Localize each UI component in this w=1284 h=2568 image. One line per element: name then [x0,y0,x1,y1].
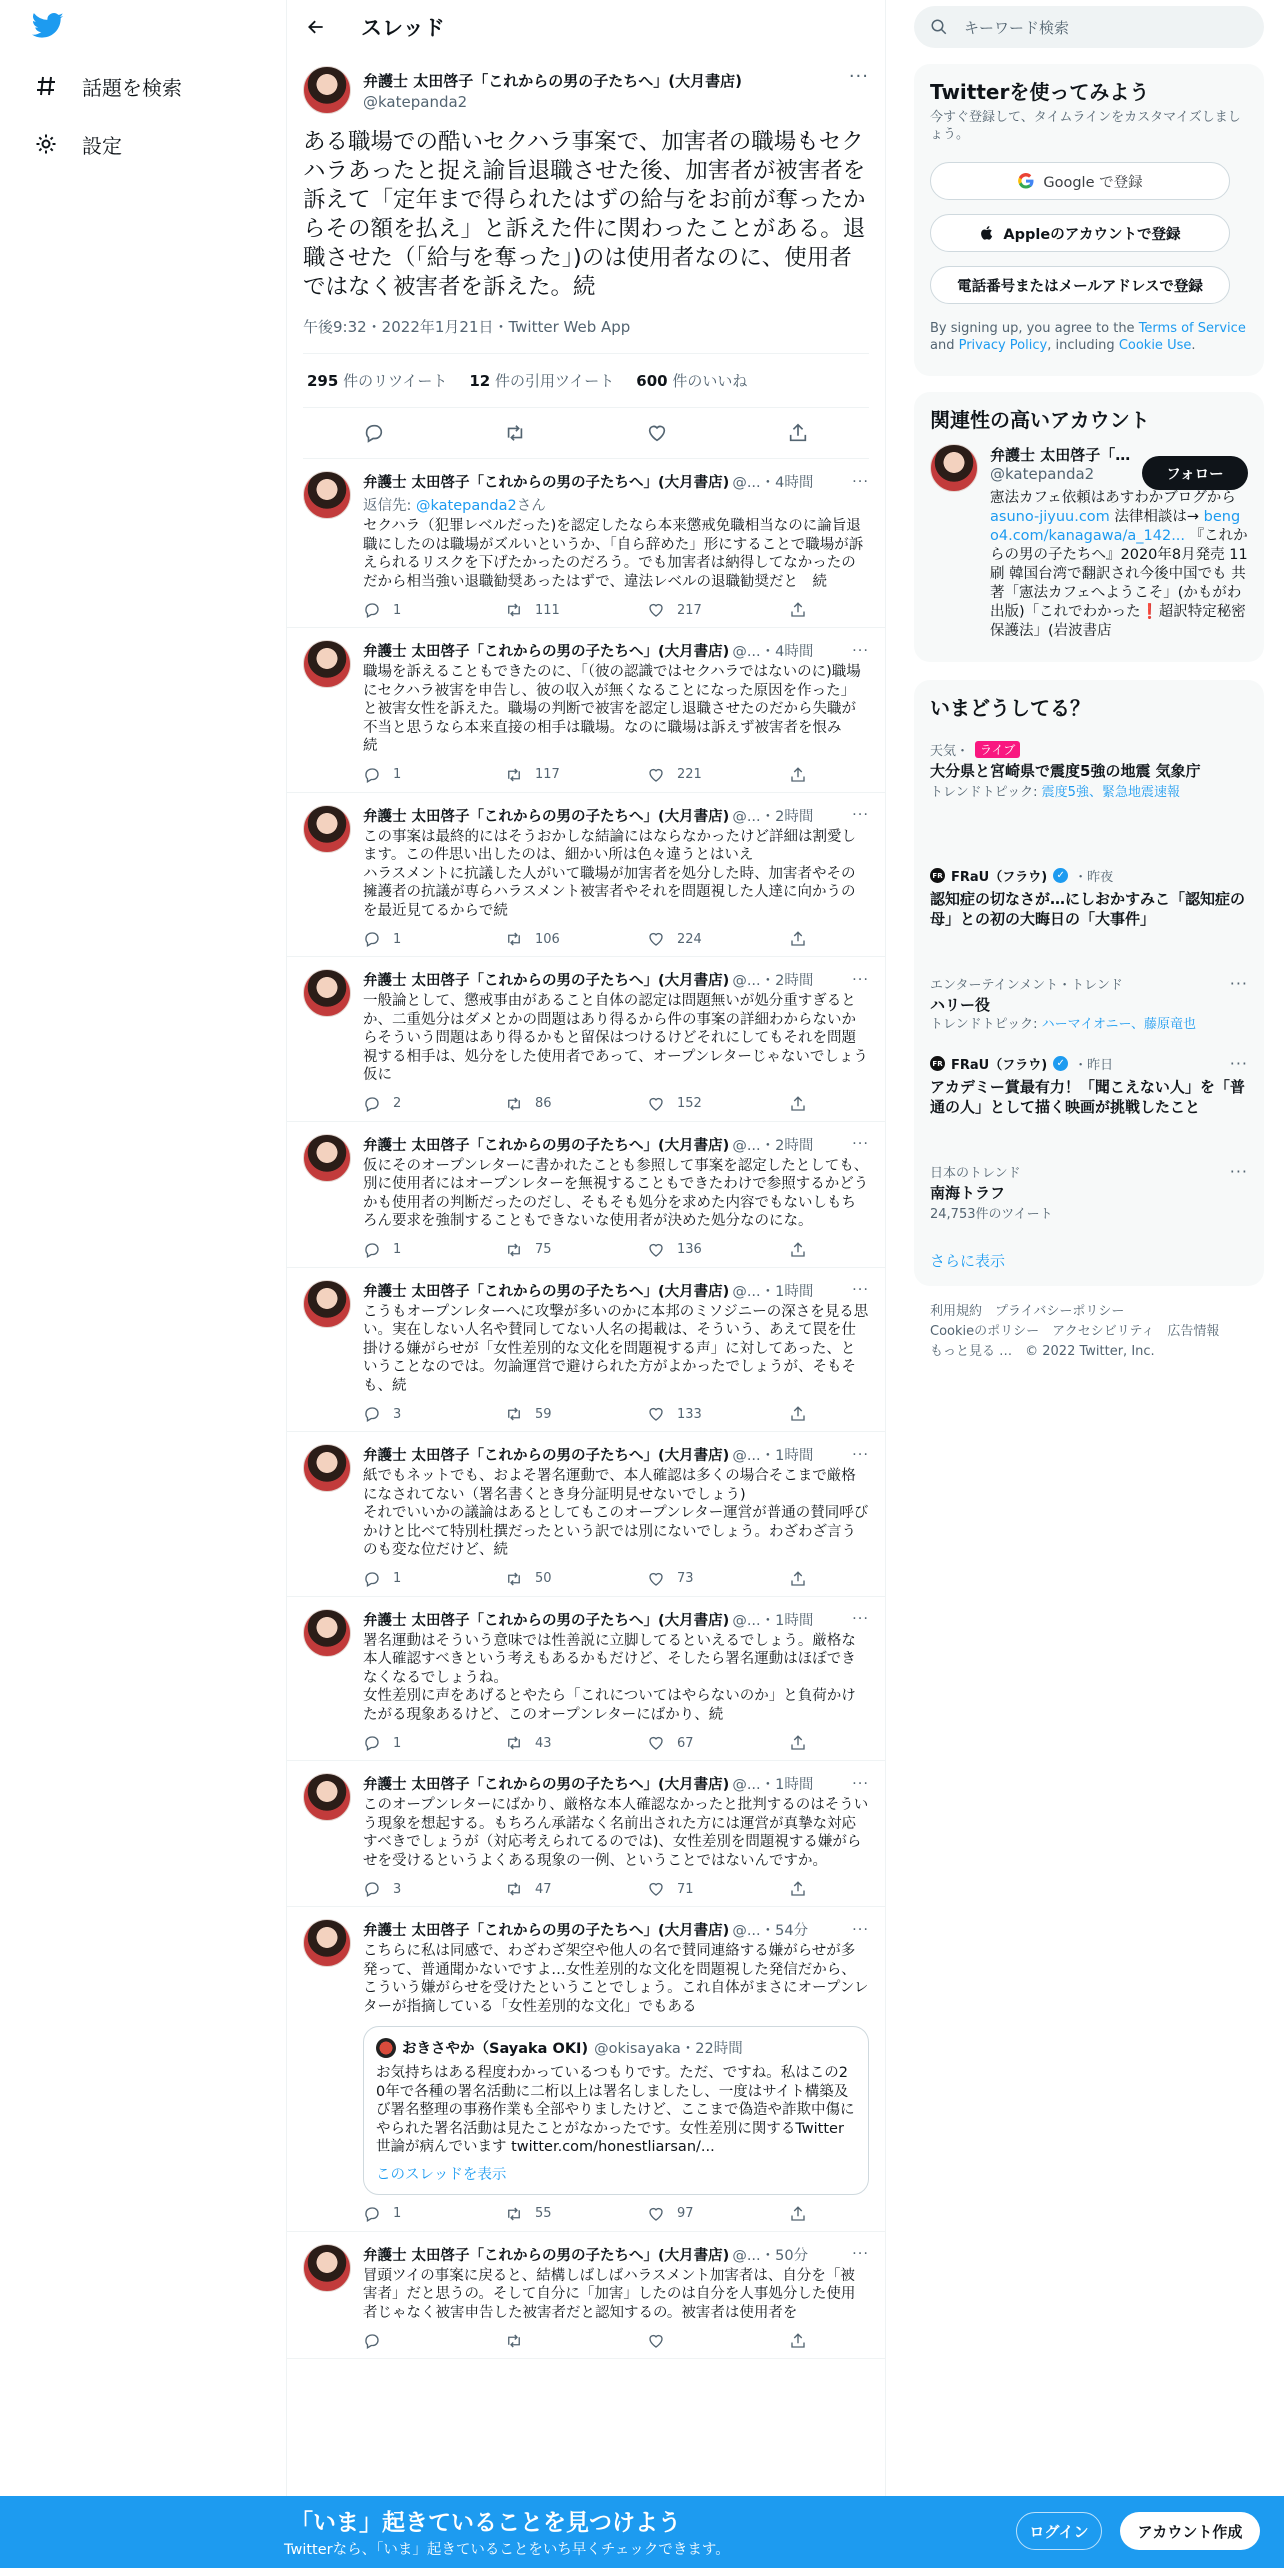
share-icon [789,930,807,948]
share-button[interactable] [789,601,809,619]
author-name[interactable]: 弁護士 太田啓子「これからの男の子たちへ」(大月書店) [363,1923,730,1939]
like-button[interactable]: 152 [647,1095,727,1113]
heart-icon [647,766,665,784]
google-icon [1017,172,1035,190]
share-button[interactable] [789,1880,809,1898]
avatar[interactable] [303,1280,351,1328]
author-handle[interactable]: @katepanda2 [363,93,468,111]
verified-badge-icon: ✓ [1053,1056,1068,1071]
share-icon [789,1241,807,1259]
avatar[interactable] [303,640,351,688]
avatar[interactable] [303,1919,351,1967]
tweet-actions [363,930,869,948]
quote-count[interactable]: 12 件の引用ツイート [469,372,615,390]
heart-icon [647,1570,665,1588]
tweet-actions [363,2332,869,2350]
apple-icon [979,224,995,242]
avatar[interactable] [930,444,978,492]
retweet-button[interactable]: 47 [505,1880,585,1898]
quoted-tweet[interactable] [363,2026,869,2195]
show-more-link[interactable]: さらに表示 [930,1252,1006,1270]
quoted-meta: @okisayaka・22時間 [594,2041,743,2057]
reply-icon [363,930,381,948]
avatar[interactable] [303,1609,351,1657]
share-icon [789,1570,807,1588]
bio-link[interactable]: asuno-jiyuu.com [990,509,1110,525]
tweet-stats [303,354,869,408]
like-count[interactable]: 600 件のいいね [636,372,748,390]
phone-email-signup-button[interactable]: 電話番号またはメールアドレスで登録 [930,266,1230,304]
reply-tweet[interactable] [287,1907,885,2232]
banner-title: 「いま」起きていることを見つけよう [290,2510,681,2536]
retweet-icon [505,1570,523,1588]
signup-card [914,64,1264,376]
heart-icon [647,1405,665,1423]
tweet-text: 紙でもネットでも、およそ署名運動で、本人確認は多くの場合そこまで厳格になされてない（署名書くとき身分証明見せないでしょう) それでいいかの議論はあるとしてもこのオープンレター運営が普通の賛同呼びかけと比べて特別杜撰だったという訳では別にないでしょう。わざわざ言うのも変な位だけど、続 [363,1468,869,1558]
retweet-icon [505,766,523,784]
author-name[interactable]: 弁護士 太田啓子「これからの男の子たちへ」(大月書店) [363,72,742,90]
related-title: 関連性の高いアカウント [930,408,1150,432]
retweet-icon [505,1880,523,1898]
avatar[interactable] [303,1773,351,1821]
footer-line[interactable]: 利用規約 プライバシーポリシー [930,1304,1125,1319]
author-name[interactable]: 弁護士 太田啓子「これからの男の子たちへ」(大月書店) [363,475,730,491]
reply-tweet[interactable] [287,2232,885,2360]
trend-title: ハリー役 [930,996,991,1014]
retweet-icon [505,601,523,619]
tweet-actions [363,1241,869,1259]
reply-to: 返信先: @katepanda2さん [363,498,546,514]
more-icon[interactable]: ··· [852,1611,869,1627]
trend-topics: トレンドトピック: 震度5強、緊急地震速報 [930,785,1180,800]
avatar[interactable] [303,2244,351,2292]
retweet-button[interactable]: 59 [505,1405,585,1423]
tweet-meta[interactable]: @...・54分 [732,1923,809,1939]
related-bio: 憲法カフェ依頼はあすわかブログから asuno-jiyuu.com 法律相談は→ bengo4.com/kanagawa/a_142... 『これからの男の子たちへ』2020年8月発売 11刷 韓国台湾で翻訳され今後中国でも 共著「憲法カフェへようこそ」(かもがわ出版)「これでわかった❗超訳特定秘密保護法」(岩波書店 [990,490,1248,639]
reply-tweet[interactable] [287,1761,885,1907]
left-nav [0,0,285,2568]
reply-icon [363,1095,381,1113]
google-signup-button[interactable]: Google で登録 [930,162,1230,200]
page-title: スレッド [361,16,445,40]
trend-item[interactable]: 日本のトレンド 南海トラフ 24,753件のツイート ··· [930,1162,1248,1222]
reply-button[interactable]: 2 [363,1095,443,1113]
like-button[interactable]: 136 [647,1241,727,1259]
tweet-text: セクハラ（犯罪レベルだった)を認定したなら本来懲戒免職相当なのに論旨退職にしたのは職場がズルいというか、「自ら辞めた」形にすることで職場が訴えられるリスクを下げたかったのだろう。でも加害者は納得してなかったのだから相当強い退職勧奨あったはずで、違法レベルの退職勧奨だと 続 [363,518,864,590]
heart-icon[interactable] [644,420,670,446]
tweet-actions [363,1570,869,1588]
tweet-text: 冒頭ツイの事案に戻ると、結構しばしばハラスメント加害者は、自分を「被害者」だと思うの。そして自分に「加害」したのは自分を人事処分した使用者じゃなく被害申告した被害者だと認知するの。被害者は使用者を [363,2267,856,2321]
trend-title: 認知症の切なさが…にしおかすみこ「認知症の母」との初の大晦日の「大事件」 [930,890,1246,928]
frau-logo-icon: FR [930,1056,945,1071]
reply-tweet[interactable] [287,1268,885,1433]
share-icon [789,1880,807,1898]
share-button[interactable] [789,2332,809,2350]
share-button[interactable] [789,1405,809,1423]
reply-button[interactable]: 3 [363,1405,443,1423]
tweet-text: 職場を訴えることもできたのに、「（彼の認識ではセクハラではないのに)職場にセクハラ被害を申告し、彼の収入が無くなることになった原因を作った」と被害女性を訴えた。職場の判断で被害を認定し退職させたのだから失職が不当と思うなら本来直接の相手は職場。なのに職場は訴えず被害者を恨み 続 [363,664,861,754]
retweet-button[interactable]: 75 [505,1241,585,1259]
tweet-text: このオープンレターにばかり、厳格な本人確認なかったと批判するのはそういう現象を想起する。もちろん承諾なく名前出された方には運営が真摯な対応すべきでしょうが（対応考えられてるのでは)、女性差別を問題視する嫌がらせを受けるというよくある現象の一例、ということではないんですか。 [363,1797,869,1869]
share-icon [789,2332,807,2350]
terms-notice: By signing up, you agree to the Terms of Service and Privacy Policy, including Cookie Use. [930,321,1246,353]
follow-button[interactable]: フォロー [1142,456,1248,490]
avatar[interactable] [303,66,351,114]
like-button[interactable]: 221 [647,766,727,784]
more-icon[interactable]: ··· [852,1446,869,1463]
more-icon[interactable]: ··· [1229,1162,1248,1181]
privacy-link[interactable]: Privacy Policy [958,338,1048,353]
trend-item[interactable]: 天気・ ライブ 大分県と宮崎県で震度5強の地震 気象庁 トレンドトピック: 震度5強、緊急地震速報 [930,740,1248,801]
main-tweet-actions [303,408,869,459]
reply-icon [363,766,381,784]
author-name[interactable]: 弁護士 太田啓子「これからの男の子たちへ」(大月書店) [363,1777,730,1793]
retweet-icon[interactable] [502,420,528,446]
login-button[interactable]: ログイン [1016,2512,1102,2550]
footer-line[interactable]: もっと見る … © 2022 Twitter, Inc. [930,1344,1155,1359]
related-account[interactable] [930,444,1248,641]
more-icon[interactable]: ··· [852,2246,869,2262]
more-icon[interactable]: ··· [852,1282,869,1298]
bio-link[interactable]: bengo4.com/kanagawa/a_142... [990,509,1241,544]
reply-button[interactable]: 1 [363,2205,443,2223]
retweet-icon [505,2205,523,2223]
reply-icon [363,601,381,619]
tweet-meta[interactable]: @...・1時間 [732,1612,814,1629]
tweet-meta[interactable]: @...・4時間 [732,644,814,660]
retweet-button[interactable]: 55 [505,2205,585,2223]
share-button[interactable] [789,1241,809,1259]
reply-button[interactable]: 1 [363,601,443,619]
heart-icon [647,601,665,619]
tweet-meta[interactable]: @...・50分 [732,2247,809,2264]
tweet-meta[interactable]: @...・1時間 [732,1283,814,1300]
like-button[interactable]: 73 [647,1570,727,1588]
frau-logo-icon: FR [930,868,945,883]
tweet-actions [363,1405,869,1423]
main-tweet [287,54,885,459]
author-name[interactable]: 弁護士 太田啓子「これからの男の子たちへ」(大月書店) [363,808,730,825]
avatar[interactable] [303,471,351,519]
reply-button[interactable]: 1 [363,1734,443,1752]
tweet-meta[interactable]: @...・4時間 [732,475,814,491]
tweet-meta[interactable]: @...・2時間 [732,973,814,989]
reply-tweet[interactable] [287,1122,885,1268]
more-icon[interactable]: ··· [852,642,869,659]
nav-settings[interactable] [32,126,122,162]
footer-links [930,1302,1250,1362]
tweet-text: この事案は最終的にはそうおかしな結論にはならなかったけど詳細は割愛します。この件思い出したのは、細かい所は色々違うとはいえ ハラスメントに抗議した人がいて職場が加害者を処分した時、加害者やその擁護者の抗議が専らハラスメント被害者やそれを問題視した人達に向かうのを最近見てるからで続 [363,828,856,919]
related-handle[interactable]: @katepanda2 [990,465,1095,483]
retweet-button[interactable]: 111 [505,601,585,619]
retweet-icon [505,1734,523,1752]
reply-tweet[interactable] [287,1597,885,1762]
retweet-button[interactable]: 117 [505,766,585,784]
tweet-actions [363,1734,869,1752]
retweet-count[interactable]: 295 件のリツイート [307,372,448,390]
reply-icon[interactable] [361,420,387,446]
reply-button[interactable]: 1 [363,930,443,948]
trend-item[interactable]: FR FRaU（フラウ) ✓ ・昨夜 認知症の切なさが…にしおかすみこ「認知症の母」との初の大晦日の「大事件」 [930,866,1248,929]
reply-tweet[interactable] [287,628,885,793]
nav-explore[interactable] [32,68,182,104]
heart-icon [647,1095,665,1113]
tweet-actions [363,1880,869,1898]
more-icon[interactable]: ··· [852,473,869,490]
verified-badge-icon: ✓ [1053,868,1068,883]
tweet-text: 仮にそのオープンレターに書かれたことも参照して事案を認定したとしても、別に使用者にはオープンレターを無視することもできたわけで参照するかどうかも使用者の判断だったのだし、そもそも処分を求めた内容でもないしもちろん要求を強制することもできないな使用者が決めた処分なのにな。 [363,1157,869,1229]
tweet-meta[interactable]: @...・2時間 [732,1137,814,1154]
like-button[interactable]: 97 [647,2205,727,2223]
author-name[interactable]: 弁護士 太田啓子「これからの男の子たちへ」(大月書店) [363,2247,730,2264]
retweet-icon [505,1405,523,1423]
author-name[interactable]: 弁護士 太田啓子「これからの男の子たちへ」(大月書店) [363,1137,730,1154]
back-arrow-icon[interactable] [301,12,331,42]
author-name[interactable]: 弁護士 太田啓子「これからの男の子たちへ」(大月書店) [363,644,730,660]
retweet-button[interactable]: 106 [505,930,585,948]
reply-icon [363,2332,381,2350]
trend-title: 南海トラフ [930,1184,1006,1202]
tweet-actions [363,2205,869,2223]
share-button[interactable] [789,930,809,948]
share-button[interactable] [789,2205,809,2223]
tweet-text: 一般論として、懲戒事由があること自体の認定は問題無いが処分重すぎるとか、二重処分はダメとかの問題はあり得るから件の事案の詳細わからないからそういう問題はあり得るかもと留保はつけるけどそれにしてもそれを問題視する相手は、処分をした使用者であって、オープンレターじゃないでしょう 仮に [363,993,883,1083]
trend-item[interactable]: FR FRaU（フラウ) ✓ ・昨日 アカデミー賞最有力！「聞こえない人」を「普通の人」として描く映画が挑戦したこと ··· [930,1054,1248,1116]
reply-button[interactable] [363,2332,443,2350]
tweet-meta[interactable]: @...・2時間 [732,808,814,825]
more-icon[interactable]: ··· [1229,974,1248,993]
retweet-icon [505,1095,523,1113]
live-badge: ライブ [975,741,1020,758]
search-bar[interactable] [914,6,1264,48]
tweet-text: こちらに私は同感で、わざわざ架空や他人の名で賛同連絡する嫌がらせが多発って、普通聞かないですよ…女性差別的な文化を問題視した発信だから、こういう嫌がらせを受けたということでしょう。これ自体がまさにオープンレターが指摘している「女性差別的な文化」でもある [363,1943,869,2015]
reply-icon [363,1880,381,1898]
retweet-button[interactable] [505,2332,585,2350]
reply-tweet[interactable] [287,1432,885,1597]
reply-icon [363,1734,381,1752]
author-name[interactable]: 弁護士 太田啓子「これからの男の子たちへ」(大月書店) [363,1283,730,1300]
like-button[interactable] [647,2332,727,2350]
like-button[interactable]: 224 [647,930,727,948]
avatar[interactable] [303,1134,351,1182]
author-name[interactable]: 弁護士 太田啓子「これからの男の子たちへ」(大月書店) [363,1448,730,1464]
heart-icon [647,2332,665,2350]
tweet-text: ある職場での酷いセクハラ事案で、加害者の職場もセクハラあったと捉え諭旨退職させた後、加害者が被害者を訴えて「定年まで得られたはずの給与をお前が奪ったからその額を払え」と訴えた件に関わったことがある。退職させた（「給与を奪った」)のは使用者なのに、使用者ではなく被害者を訴えた。続 [303,129,866,300]
reply-icon [363,1570,381,1588]
heart-icon [647,930,665,948]
like-button[interactable]: 217 [647,601,727,619]
tweet-meta[interactable]: @...・1時間 [732,1448,814,1464]
reply-tweet[interactable] [287,957,885,1122]
thread-header [287,0,885,54]
tweet-actions [363,601,869,619]
more-icon[interactable]: ··· [848,66,869,87]
retweet-icon [505,930,523,948]
retweet-button[interactable]: 86 [505,1095,585,1113]
retweet-button[interactable]: 43 [505,1734,585,1752]
share-icon [789,766,807,784]
terms-link[interactable]: Terms of Service [1138,321,1246,336]
signup-title: Twitterを使ってみよう [930,80,1150,104]
quoted-author-name: おきさやか（Sayaka OKI) [402,2041,589,2057]
more-icon[interactable]: ··· [852,1136,869,1152]
reply-tweet[interactable] [287,459,885,628]
like-button[interactable]: 67 [647,1734,727,1752]
reply-button[interactable]: 1 [363,766,443,784]
reply-list [287,459,885,2359]
footer-line[interactable]: Cookieのポリシー アクセシビリティ 広告情報 [930,1324,1220,1339]
trend-item[interactable]: エンターテインメント・トレンド ハリー役 トレンドトピック: ハーマイオニー、藤原竜也 ··· [930,974,1248,1032]
banner-subtitle: Twitterなら、「いま」起きていることをいち早くチェックできます。 [284,2542,730,2558]
search-input[interactable]: キーワード検索 [964,18,1070,37]
reply-button[interactable]: 1 [363,1241,443,1259]
share-button[interactable] [789,766,809,784]
create-account-button[interactable]: アカウント作成 [1120,2512,1260,2550]
retweet-icon [505,2332,523,2350]
twitter-logo-icon[interactable] [32,12,66,46]
tweet-text: 署名運動はそういう意味では性善説に立脚してるといえるでしょう。厳格な本人確認すべきという考えもあるかもだけど、そしたら署名運動はほぼできなくなるでしょうね。 女性差別に声をあげるとやたら「これについてはやらないのか」と負荷かけたがる現象あるけど、このオープンレターにばかり、続 [363,1632,856,1723]
trends-title: いまどうしてる？ [930,696,1090,720]
retweet-icon [505,1241,523,1259]
share-icon [789,2205,807,2223]
share-button[interactable] [789,1734,809,1752]
tweet-text: こうもオープンレターへに攻撃が多いのかに本邦のミソジニーの深さを見る思い。実在しない人名や賛同してない人名の掲載は、そういう、あえて罠を仕掛ける嫌がらせが「女性差別的な文化を問題視する声」に対してあった、ということなのでは。勿論運営で避けられた方がよかったでしょうが、そもそも、続 [363,1303,869,1394]
nav-settings-label: 設定 [82,133,122,158]
heart-icon [647,1241,665,1259]
avatar[interactable] [303,805,351,853]
trends-card [914,680,1264,1286]
thread-column [286,0,886,2568]
reply-button[interactable]: 3 [363,1880,443,1898]
reply-button[interactable]: 1 [363,1570,443,1588]
more-icon[interactable]: ··· [1229,1054,1248,1073]
more-icon[interactable]: ··· [852,807,869,823]
more-icon[interactable]: ··· [852,971,869,988]
search-icon [930,18,948,36]
trend-title: アカデミー賞最有力！「聞こえない人」を「普通の人」として描く映画が挑戦したこと [930,1078,1245,1116]
hashtag-icon [32,72,60,100]
reply-icon [363,1405,381,1423]
more-icon[interactable]: ··· [852,1775,869,1792]
heart-icon [647,2205,665,2223]
quoted-text: お気持ちはある程度わかっているつもりです。ただ、ですね。私はこの20年で各種の署名活動に二桁以上は署名しましたし、一度はサイト構築及び署名整理の事務作業も全部やりましたけど、ここまで偽造や詐欺中傷にやられた署名活動は見たことがなかったです。女性差別に関するTwitter世論が病んでいます twitter.com/honestliarsan/... [376,2065,855,2155]
tweet-meta[interactable]: @...・1時間 [732,1777,814,1793]
share-button[interactable] [789,1095,809,1113]
author-name[interactable]: 弁護士 太田啓子「これからの男の子たちへ」(大月書店) [363,1612,730,1629]
more-icon[interactable]: ··· [852,1921,869,1938]
trend-title: 大分県と宮崎県で震度5強の地震 気象庁 [930,762,1201,780]
avatar[interactable] [303,1444,351,1492]
share-icon [789,1734,807,1752]
related-accounts-card [914,392,1264,662]
login-banner [0,2496,1284,2568]
reply-icon [363,1241,381,1259]
tweet-actions [363,766,869,784]
apple-signup-button[interactable]: Appleのアカウントで登録 [930,214,1230,252]
cookie-link[interactable]: Cookie Use [1118,338,1192,353]
share-icon [789,601,807,619]
heart-icon [647,1734,665,1752]
share-icon [789,1405,807,1423]
retweet-button[interactable]: 50 [505,1570,585,1588]
tweet-actions [363,1095,869,1113]
share-icon[interactable] [785,420,811,446]
share-button[interactable] [789,1570,809,1588]
like-button[interactable]: 133 [647,1405,727,1423]
share-icon [789,1095,807,1113]
show-thread-link[interactable]: このスレッドを表示 [376,2166,507,2183]
author-name[interactable]: 弁護士 太田啓子「これからの男の子たちへ」(大月書店) [363,973,730,989]
reply-to-link[interactable]: @katepanda2 [416,498,517,514]
avatar [376,2038,396,2058]
tweet-timestamp[interactable]: 午後9:32・2022年1月21日・Twitter Web App [303,316,869,354]
related-name[interactable]: 弁護士 太田啓子「… [990,446,1131,464]
reply-tweet[interactable] [287,793,885,958]
heart-icon [647,1880,665,1898]
avatar[interactable] [303,969,351,1017]
signup-subtitle: 今すぐ登録して、タイムラインをカスタマイズしましょう。 [930,110,1241,142]
gear-icon [32,130,60,158]
reply-icon [363,2205,381,2223]
like-button[interactable]: 71 [647,1880,727,1898]
nav-explore-label: 話題を検索 [82,75,182,100]
